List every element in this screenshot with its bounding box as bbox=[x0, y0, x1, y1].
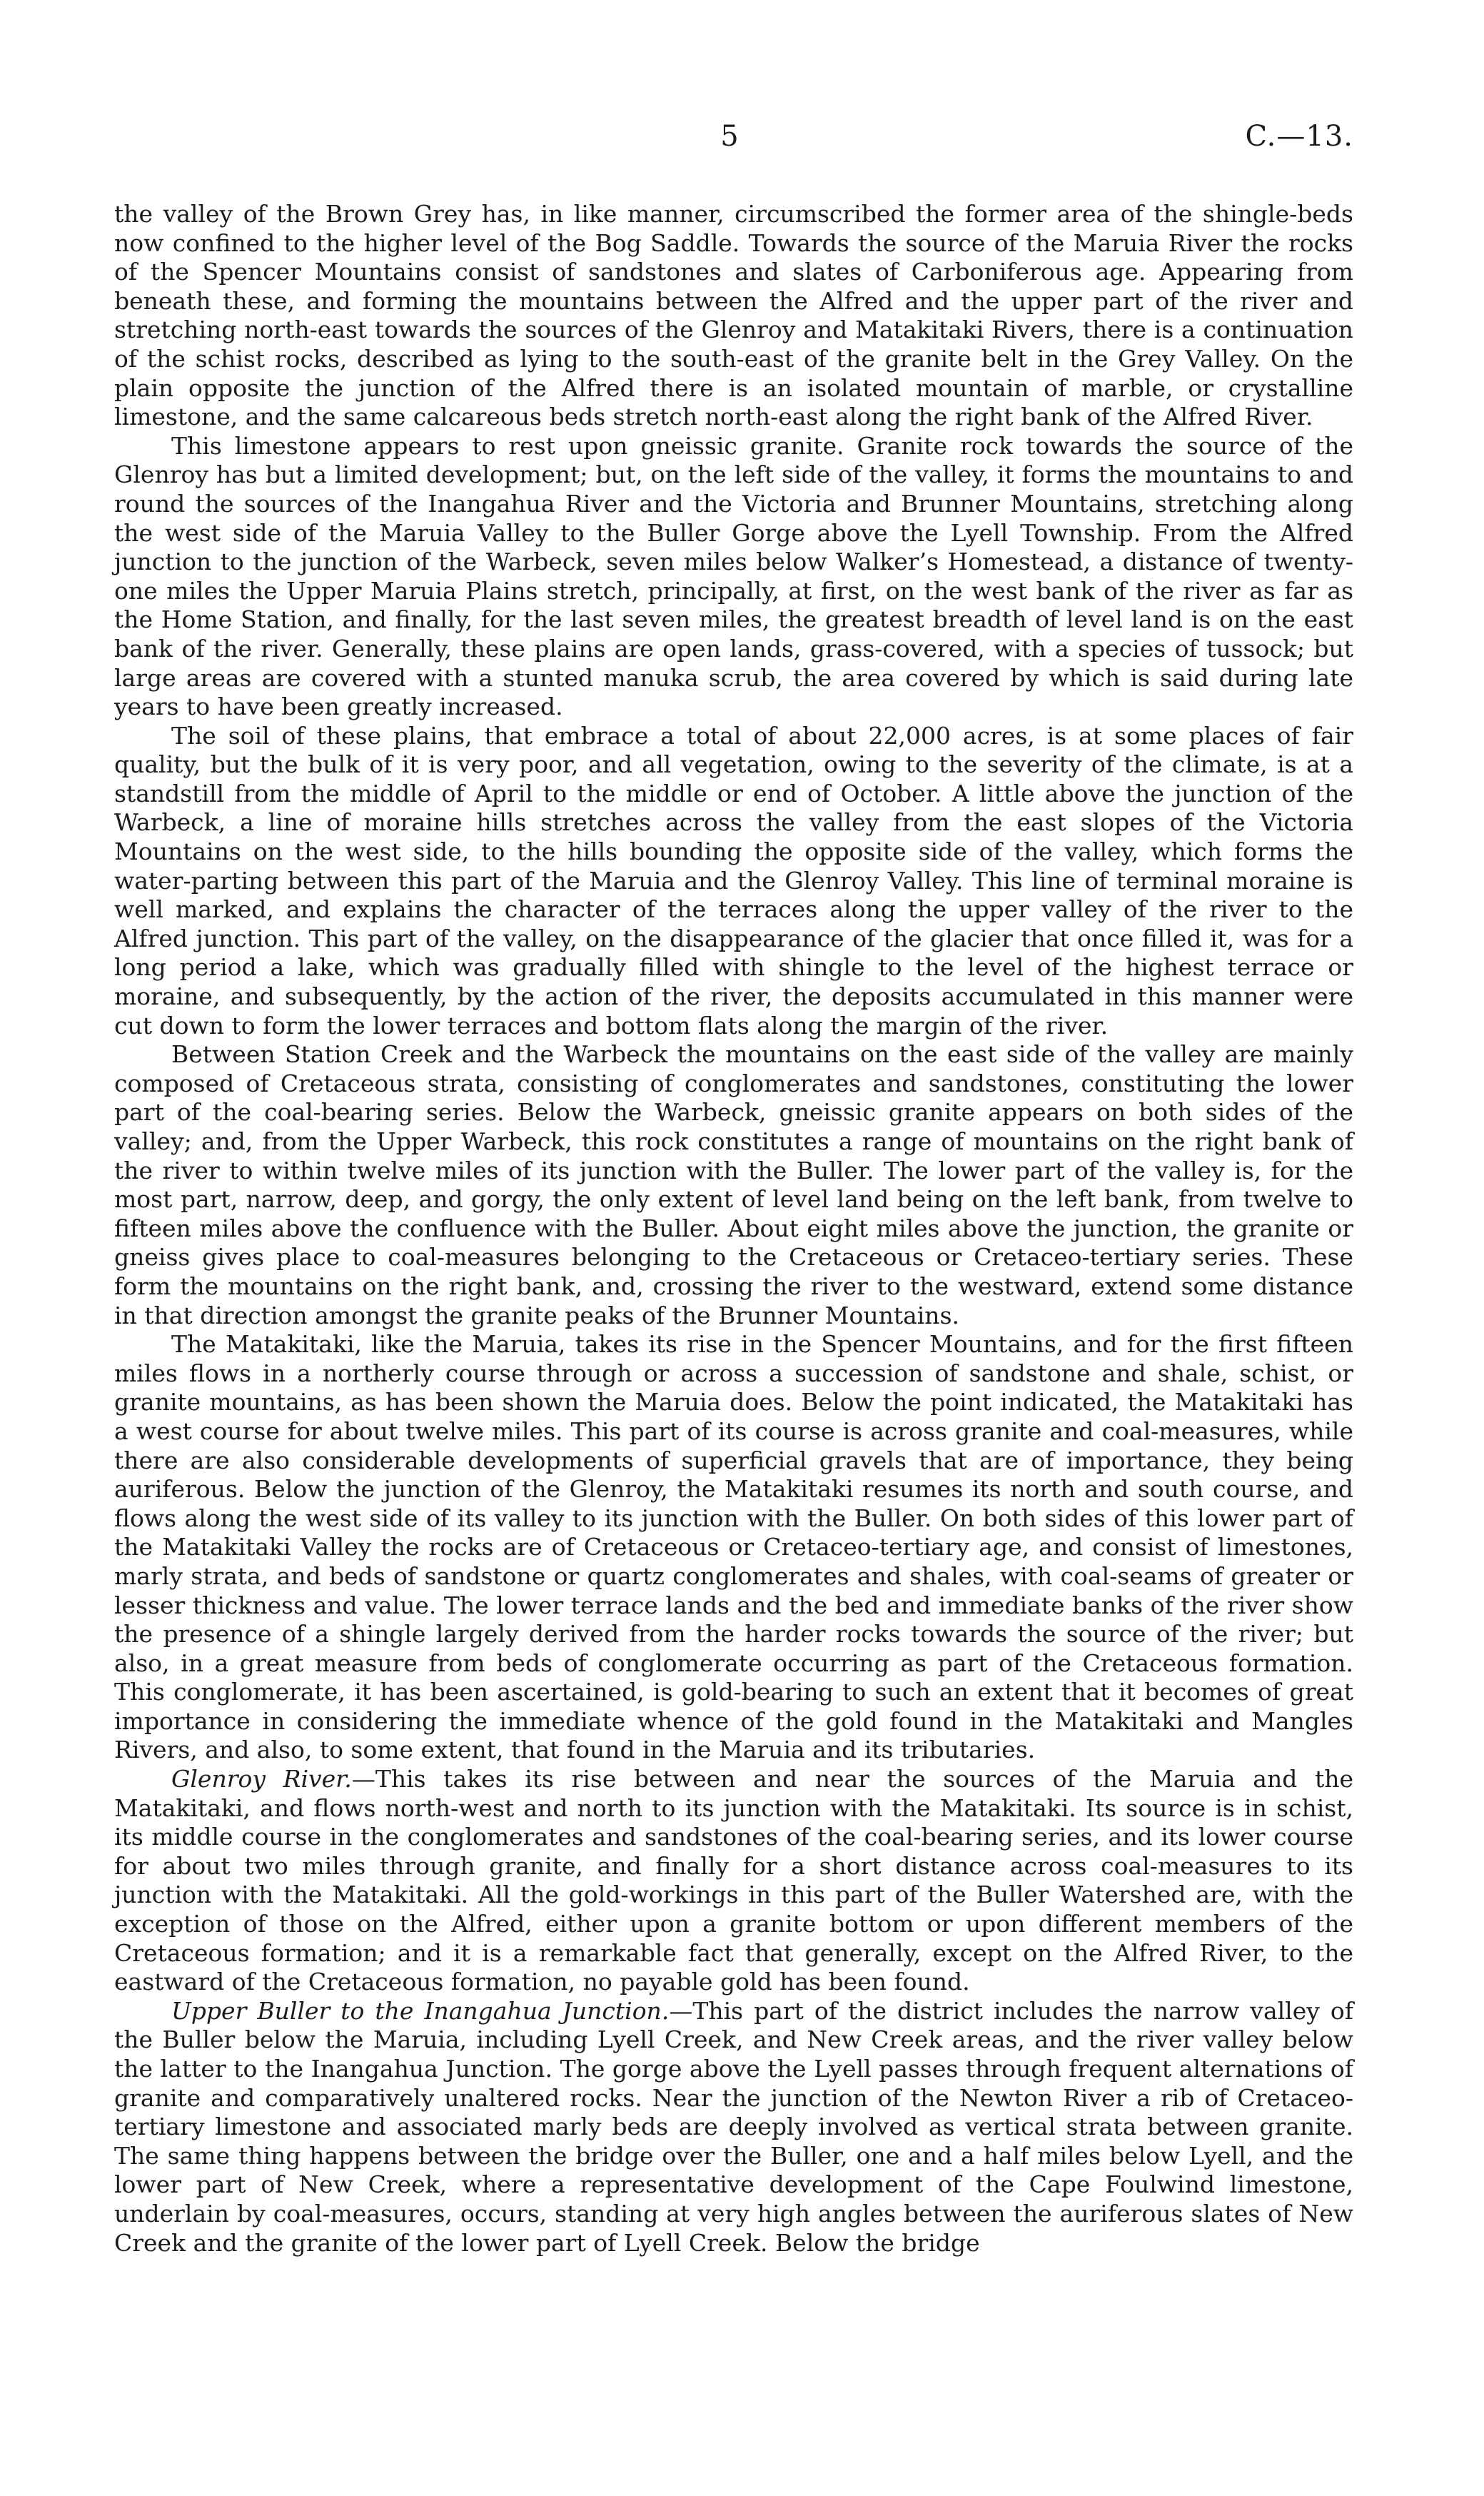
paragraph-heading: Glenroy River. bbox=[171, 1765, 352, 1793]
page-number: 5 bbox=[720, 120, 739, 153]
paragraph bbox=[114, 1765, 1353, 1997]
paragraph bbox=[114, 432, 1353, 722]
page-header bbox=[114, 120, 1353, 163]
paragraph-text: This limestone appears to rest upon gneissic granite. Granite rock towards the source of the Glenroy has but a limited development; but, on the left side of the valley, it forms the mountains to and round the sources of the Inangahua River and the Victoria and Brunner Mountains, stretching along the west side of the Maruia Valley to the Buller Gorge above the Lyell Township. From the Alfred junction to the junction of the Warbeck, seven miles below Walker’s Homestead, a distance of twenty-one miles the Upper Maruia Plains stretch, principally, at first, on the west bank of the river as far as the Home Station, and finally, for the last seven miles, the greatest breadth of level land is on the east bank of the river. Generally, these plains are open lands, grass-covered, with a species of tussock; but large areas are covered with a stunted manuka scrub, the area covered by which is said during late years to have been greatly increased. bbox=[114, 431, 1353, 721]
paragraph bbox=[114, 1330, 1353, 1765]
paragraph-text: The soil of these plains, that embrace a total of about 22,000 acres, is at some places of fair quality, but the bulk of it is very poor, and all vegetation, owing to the severity of the climate, is at a standstill from the middle of April to the middle or end of October. A little above the junction of the Warbeck, a line of moraine hills stretches across the valley from the east slopes of the Victoria Mountains on the west side, to the hills bounding the opposite side of the valley, which forms the water-parting between this part of the Maruia and the Glenroy Valley. This line of terminal moraine is well marked, and explains the character of the terraces along the upper valley of the river to the Alfred junction. This part of the valley, on the disappearance of the glacier that once filled it, was for a long period a lake, which was gradually filled with shingle to the level of the highest terrace or moraine, and subsequently, by the action of the river, the deposits accumulated in this manner were cut down to form the lower terraces and bottom flats along the margin of the river. bbox=[114, 721, 1353, 1040]
paragraph-text: Between Station Creek and the Warbeck the mountains on the east side of the valley are mainly composed of Cretaceous strata, consisting of conglomerates and sandstones, constituting the lower part of the coal-bearing series. Below the Warbeck, gneissic granite appears on both sides of the valley; and, from the Upper Warbeck, this rock constitutes a range of mountains on the right bank of the river to within twelve miles of its junction with the Buller. The lower part of the valley is, for the most part, narrow, deep, and gorgy, the only extent of level land being on the left bank, from twelve to fifteen miles above the confluence with the Buller. About eight miles above the junction, the granite or gneiss gives place to coal-measures belonging to the Cretaceous or Cretaceo-tertiary series. These form the mountains on the right bank, and, crossing the river to the westward, extend some distance in that direction amongst the granite peaks of the Brunner Mountains. bbox=[114, 1040, 1353, 1329]
paragraph-text: the valley of the Brown Grey has, in like manner, circumscribed the former area of the shingle-beds now confined to the higher level of the Bog Saddle. Towards the source of the Maruia River the rocks of the Spencer Mountains consist of sandstones and slates of Carboniferous age. Appearing from beneath these, and forming the mountains between the Alfred and the upper part of the river and stretching north-east towards the sources of the Glenroy and Matakitaki Rivers, there is a continuation of the schist rocks, described as lying to the south-east of the granite belt in the Grey Valley. On the plain opposite the junction of the Alfred there is an isolated mountain of marble, or crystalline limestone, and the same calcareous beds stretch north-east along the right bank of the Alfred River. bbox=[114, 200, 1353, 431]
paragraph-heading: Upper Buller to the Inangahua Junction. bbox=[171, 1996, 670, 2025]
body-text bbox=[114, 200, 1353, 2258]
paragraph-text: —This takes its rise between and near the sources of the Maruia and the Matakitaki, and flows north-west and north to its junction with the Matakitaki. Its source is in schist, its middle course in the conglomerates and sandstones of the coal-bearing series, and its lower course for about two miles through granite, and finally for a short distance across coal-measures to its junction with the Matakitaki. All the gold-workings in this part of the Buller Watershed are, with the exception of those on the Alfred, either upon a granite bottom or upon different members of the Cretaceous formation; and it is a remarkable fact that generally, except on the Alfred River, to the eastward of the Cretaceous formation, no payable gold has been found. bbox=[114, 1765, 1353, 1996]
paragraph bbox=[114, 200, 1353, 432]
paragraph bbox=[114, 1997, 1353, 2258]
paragraph-text: The Matakitaki, like the Maruia, takes its rise in the Spencer Mountains, and for the first fifteen miles flows in a northerly course through or across a succession of sandstone and shale, schist, or granite mountains, as has been shown the Maruia does. Below the point indicated, the Matakitaki has a west course for about twelve miles. This part of its course is across granite and coal-measures, while there are also considerable developments of superficial gravels that are of importance, they being auriferous. Below the junction of the Glenroy, the Matakitaki resumes its north and south course, and flows along the west side of its valley to its junction with the Buller. On both sides of this lower part of the Matakitaki Valley the rocks are of Cretaceous or Cretaceo-tertiary age, and consist of limestones, marly strata, and beds of sandstone or quartz conglomerates and shales, with coal-seams of greater or lesser thickness and value. The lower terrace lands and the bed and immediate banks of the river show the presence of a shingle largely derived from the harder rocks towards the source of the river; but also, in a great measure from beds of conglomerate occurring as part of the Cretaceous formation. This conglomerate, it has been ascertained, is gold-bearing to such an extent that it becomes of great importance in considering the immediate whence of the gold found in the Matakitaki and Mangles Rivers, and also, to some extent, that found in the Maruia and its tributaries. bbox=[114, 1330, 1353, 1764]
paragraph-text: —This part of the district includes the narrow valley of the Buller below the Maruia, including Lyell Creek, and New Creek areas, and the river valley below the latter to the Inangahua Junction. The gorge above the Lyell passes through frequent alternations of granite and comparatively unaltered rocks. Near the junction of the Newton River a rib of Cretaceo-tertiary limestone and associated marly beds are deeply involved as vertical strata between granite. The same thing happens between the bridge over the Buller, one and a half miles below Lyell, and the lower part of New Creek, where a representative development of the Cape Foulwind limestone, underlain by coal-measures, occurs, standing at very high angles between the auriferous slates of New Creek and the granite of the lower part of Lyell Creek. Below the bridge bbox=[114, 1996, 1353, 2257]
document-reference: C.—13. bbox=[1245, 120, 1353, 153]
paragraph bbox=[114, 1040, 1353, 1330]
paragraph bbox=[114, 722, 1353, 1041]
